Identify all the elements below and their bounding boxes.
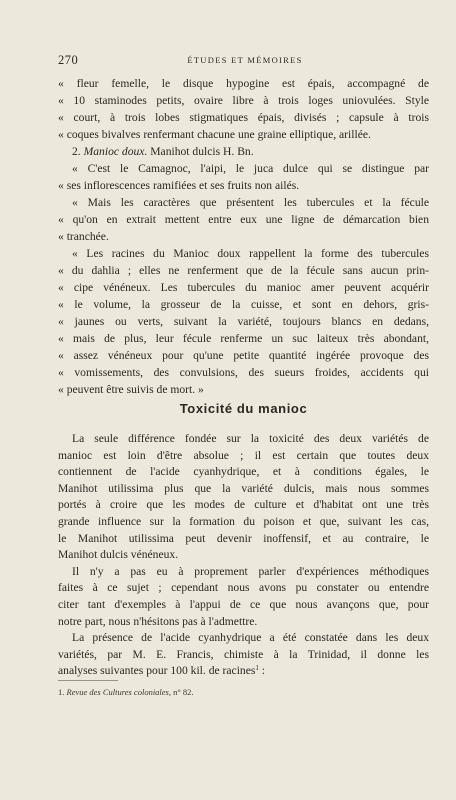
body-line <box>58 597 429 613</box>
quote-line-text: « Mais les caractères que présentent les tubercules et la fécule <box>72 196 429 209</box>
body-line <box>58 580 429 596</box>
quote-line-text: « peuvent être suivis de mort. » <box>58 383 204 396</box>
body-line-text: manioc est loin d'être absolue ; il est certain que toutes deux <box>58 448 429 462</box>
body-line-text: contiennent de l'acide cyanhydrique, et à conditions égales, le <box>58 465 429 479</box>
quote-line-text: « Les racines du Manioc doux rappellent la forme des tubercules <box>72 247 429 260</box>
footnote <box>58 686 194 698</box>
body-line-text: Il n'y a pas eu à proprement parler d'expériences méthodiques <box>72 564 429 578</box>
body-line <box>58 547 429 563</box>
body-line <box>58 663 429 679</box>
body-line <box>58 531 429 547</box>
footnote-source: Revue des Cultures coloniales, <box>66 687 171 697</box>
quote-line-rest: Manihot dulcis H. Bn. <box>147 145 254 158</box>
quote-line-text: « coques bivalves renfermant chacune une graine elliptique, arillée. <box>58 128 371 141</box>
section-title: Toxicité du manioc <box>179 401 308 416</box>
body-line <box>58 614 429 630</box>
quote-line-text: 2. <box>72 145 84 158</box>
body-line <box>58 630 429 646</box>
body-line-text: faites à ce sujet ; cependant nous avons pu constater ou entendre <box>58 581 429 595</box>
running-head: ÉTUDES ET MÉMOIRES <box>187 55 303 65</box>
body-line-text: variétés, par M. E. Francis, chimiste à la Trinidad, il donne les <box>58 647 429 661</box>
quote-line-text: « 10 staminodes petits, ovaire libre à trois loges uniovulées. Style <box>58 94 429 107</box>
body-line <box>58 464 429 480</box>
body-line-text: analyses suivantes pour 100 kil. de racines <box>58 664 256 678</box>
quote-line-text: « vomissements, des convulsions, des sueurs froides, accidents qui <box>58 366 429 379</box>
quote-line-text: « C'est le Camagnoc, l'aipi, le juca dulce qui se distingue par <box>72 162 429 175</box>
quote-line-text: « tranchée. <box>58 230 109 243</box>
body-line-text: Manihot utilissima plus que la variété dulcis, mais nous sommes <box>58 481 429 495</box>
body-line-text: grande influence sur la formation du poison et que, suivant les cas, <box>58 515 429 528</box>
quote-line-text: « du dahlia ; elles ne renferment que de la fécule sans aucun prin- <box>58 264 429 277</box>
body-line-text: La présence de l'acide cyanhydrique a été constatée dans les deux <box>72 631 429 645</box>
body-line-text: citer tant d'exemples à l'appui de ce que nous avançons que, pour <box>58 598 429 611</box>
quote-line-text: « fleur femelle, le disque hypogine est épais, accompagné de <box>58 77 429 90</box>
footnote-number: 1. <box>58 687 65 697</box>
body-line <box>58 647 429 663</box>
quote-line-text: « le volume, la grosseur de la cuisse, et sont en dehors, gris- <box>58 298 429 311</box>
quote-line-text: « jaunes ou verts, suivant la variété, toujours blancs en dedans, <box>58 315 429 328</box>
quote-line-text: « assez vénéneux pour qu'une petite quantité ingérée provoque des <box>58 349 429 362</box>
page-number: 270 <box>58 53 79 67</box>
quote-line-text: « cipe vénéneux. Les tubercules du manioc amer peuvent acquérir <box>58 281 429 294</box>
body-line <box>58 481 429 497</box>
body-line <box>58 431 429 447</box>
quote-line-text: « qu'on en extrait mettent entre eux une ligne de démarcation bien <box>58 213 429 226</box>
footnote-marker: 1 <box>255 664 259 673</box>
quote-line-text: « mais de plus, leur fécule renferme un suc laiteux très abondant, <box>58 332 429 345</box>
quote-line-italic: Manioc doux. <box>83 145 148 158</box>
body-line-text: le Manihot utilissima peut devenir inoffensif, et au contraire, le <box>58 531 429 545</box>
body-line-text: notre part, nous n'hésitons pas à l'admettre. <box>58 614 258 628</box>
body-line <box>58 497 429 513</box>
footnote-divider <box>58 680 118 681</box>
body-line <box>58 448 429 464</box>
body-line-text: La seule différence fondée sur la toxicité des deux variétés de <box>72 432 429 445</box>
body-line-text: Manihot dulcis vénéneux. <box>58 548 179 562</box>
quote-line-text: « court, à trois lobes stigmatiques épais, divisés ; capsule à trois <box>58 111 429 124</box>
footnote-issue: n° 82. <box>171 687 194 697</box>
body-line <box>58 564 429 580</box>
body-line-text: portés à croire que les modes de culture et d'habitat ont une très <box>58 498 429 512</box>
body-line-rest: : <box>258 664 265 678</box>
body-line <box>58 514 429 530</box>
quote-line-text: « ses inflorescences ramifiées et ses fruits non ailés. <box>58 179 300 192</box>
